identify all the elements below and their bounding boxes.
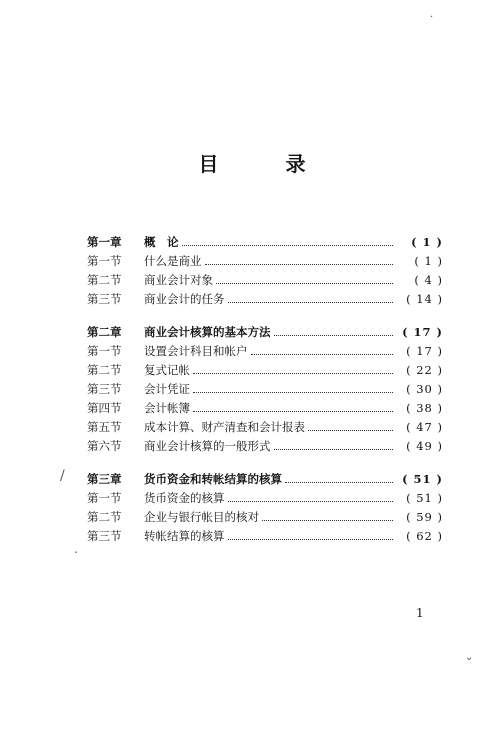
toc-section-entry xyxy=(87,489,443,508)
toc-section-entry xyxy=(87,342,443,361)
toc-entry-page: ( 49 ) xyxy=(406,439,443,453)
toc-entry-title: 转帐结算的核算 xyxy=(144,529,225,543)
toc-entry-page: ( 14 ) xyxy=(406,292,443,306)
toc-entry-page: ( 1 ) xyxy=(411,235,443,249)
toc-entry-title: 成本计算、财产清查和会计报表 xyxy=(144,420,305,434)
toc-entry-title: 货币资金的核算 xyxy=(144,491,225,505)
toc-entry-page: ( 62 ) xyxy=(406,529,443,543)
dot-leader xyxy=(285,482,393,483)
toc-section-entry xyxy=(87,437,443,456)
dot-leader xyxy=(308,430,393,431)
toc-entry-title: 企业与银行帐目的核对 xyxy=(144,510,259,524)
dot-leader xyxy=(205,264,393,265)
toc-section-entry xyxy=(87,418,443,437)
page-number: 1 xyxy=(416,606,424,620)
toc-entry-number: 第三节 xyxy=(87,292,122,306)
dot-leader xyxy=(193,373,393,374)
toc-entry-page: ( 51 ) xyxy=(402,472,443,486)
toc-entry-title: 概 论 xyxy=(144,235,179,249)
toc-section-entry xyxy=(87,361,443,380)
dot-leader xyxy=(274,335,393,336)
dot-leader xyxy=(216,283,393,284)
toc-entry-title: 会计帐簿 xyxy=(144,401,190,415)
toc-entry-number: 第三章 xyxy=(87,472,122,486)
scan-mark: / xyxy=(60,468,65,484)
toc-entry-number: 第二节 xyxy=(87,510,122,524)
toc-section-entry xyxy=(87,527,443,546)
toc-entry-number: 第四节 xyxy=(87,401,122,415)
toc-section-entry xyxy=(87,290,443,309)
toc-entry-page: ( 22 ) xyxy=(406,363,443,377)
toc-entry-number: 第二节 xyxy=(87,363,122,377)
toc-entry-title: 什么是商业 xyxy=(144,254,202,268)
toc-entry-title: 设置会计科目和帐户 xyxy=(144,344,248,358)
toc-entry-page: ( 59 ) xyxy=(406,510,443,524)
toc-entry-title: 商业会计核算的一般形式 xyxy=(144,439,271,453)
toc-chapter-entry xyxy=(87,470,443,489)
toc-chapter-entry xyxy=(87,233,443,252)
dot-leader xyxy=(228,302,393,303)
toc-entry-number: 第六节 xyxy=(87,439,122,453)
toc-entry-number: 第二章 xyxy=(87,325,122,339)
dot-leader xyxy=(193,411,393,412)
toc-section-entry xyxy=(87,508,443,527)
toc-entry-number: 第三节 xyxy=(87,382,122,396)
toc-entry-number: 第一节 xyxy=(87,491,122,505)
toc-entry-number: 第五节 xyxy=(87,420,122,434)
toc-entry-number: 第一节 xyxy=(87,254,122,268)
toc-section-entry xyxy=(87,271,443,290)
dot-leader xyxy=(262,520,393,521)
toc-entry-page: ( 47 ) xyxy=(406,420,443,434)
toc-entry-title: 复式记帐 xyxy=(144,363,190,377)
toc-chapter-entry xyxy=(87,323,443,342)
toc-entry-number: 第一节 xyxy=(87,344,122,358)
toc-entry-number: 第三节 xyxy=(87,529,122,543)
toc-entry-page: ( 17 ) xyxy=(406,344,443,358)
toc-entry-page: ( 38 ) xyxy=(406,401,443,415)
toc-entry-number: 第一章 xyxy=(87,235,122,249)
toc-entry-number: 第二节 xyxy=(87,273,122,287)
toc-entry-title: 商业会计对象 xyxy=(144,273,213,287)
dot-leader xyxy=(193,392,393,393)
table-of-contents xyxy=(87,233,443,546)
dot-leader xyxy=(182,245,393,246)
dot-leader xyxy=(274,449,393,450)
toc-entry-page: ( 30 ) xyxy=(406,382,443,396)
toc-section-entry xyxy=(87,252,443,271)
dot-leader xyxy=(228,539,393,540)
scan-speck: . xyxy=(74,542,78,556)
toc-entry-page: ( 1 ) xyxy=(414,254,443,268)
toc-entry-page: ( 17 ) xyxy=(402,325,443,339)
dot-leader xyxy=(228,501,393,502)
toc-section-entry xyxy=(87,380,443,399)
toc-entry-title: 会计凭证 xyxy=(144,382,190,396)
toc-entry-title: 商业会计核算的基本方法 xyxy=(144,325,271,339)
toc-entry-title: 货币资金和转帐结算的核算 xyxy=(144,472,282,486)
toc-entry-title: 商业会计的任务 xyxy=(144,292,225,306)
scan-speck: · xyxy=(430,12,434,23)
toc-section-entry xyxy=(87,399,443,418)
dot-leader xyxy=(251,354,393,355)
scan-mark: ⌄ xyxy=(465,652,474,663)
toc-entry-page: ( 51 ) xyxy=(406,491,443,505)
page-title: 目 录 xyxy=(198,152,336,176)
toc-entry-page: ( 4 ) xyxy=(414,273,443,287)
